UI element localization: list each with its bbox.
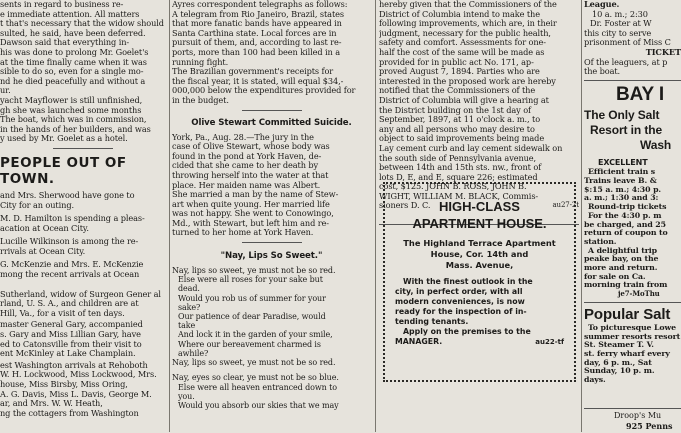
text-line: the boat.: [584, 67, 621, 77]
ad-address-line: The Highland Terrace Apartment: [403, 238, 556, 248]
text-line: acation at Ocean City.: [0, 223, 89, 233]
text-line: hereby given that the Commissioners of the: [379, 0, 557, 9]
text-line: and Mrs. Sherwood have gone to: [0, 190, 135, 200]
text-line: case of Olive Stewart, whose body was: [172, 142, 330, 152]
text-line: this city to serve: [584, 28, 652, 38]
text-line: the fiscal year, it is stated, will equal $34,-: [172, 76, 344, 86]
brazil-article: [172, 0, 371, 106]
ad-title-line-1: HIGH-CLASS: [439, 199, 520, 214]
text-line: cost, $125. JOHN B. ROSS, JOHN B.: [379, 182, 527, 192]
text-line: Droop's Mu: [614, 411, 662, 420]
text-line: rland, U. S. A., and children are at: [0, 299, 139, 309]
text-line: between 14th and 15th sts. nw., front of: [379, 163, 542, 173]
text-line: $:15 a. m.; 4:30 p.: [584, 185, 662, 194]
text-line: for sale on Ca.: [584, 272, 646, 281]
text-line: judgment, necessary for the public health,: [379, 28, 551, 38]
text-line: t that's necessary that the widow should: [0, 19, 164, 29]
text-line: nd he died peacefully and without a: [0, 76, 146, 86]
popular-salt-heading: Popular Salt: [584, 305, 671, 323]
text-line: est Washington arrivals at Rehoboth: [0, 360, 148, 370]
droops-music-ad: [584, 408, 681, 433]
text-line: sioners D. C.: [379, 201, 431, 211]
text-line: e immediate attention. All matters: [0, 9, 140, 19]
poem-line: sake?: [178, 302, 201, 312]
text-line: the District building on the 1st day of: [379, 105, 531, 115]
text-line: Lucille Wilkinson is among the re-: [0, 237, 139, 247]
text-line: at the time finally came when it was: [0, 57, 147, 67]
text-line: ar, and Mrs. W. W. Heath,: [0, 399, 103, 409]
text-line: days.: [584, 376, 606, 385]
poem-line: awhile?: [178, 348, 209, 358]
text-line: object to said improvements being made: [379, 134, 545, 144]
text-line: To picturesque Lowe: [588, 323, 676, 332]
poem-line: Would you absorb our skies that we may: [178, 400, 339, 410]
text-line: running fight.: [172, 57, 229, 67]
text-line: Ayres correspondent telegraphs as follows:: [172, 0, 348, 9]
text-line: Santa Carthina state. Local forces are in: [172, 28, 337, 38]
column-rule-2: [375, 0, 376, 432]
ad-title-line-2: APARTMENT HOUSE.: [412, 216, 547, 231]
poem-line: Else were all roses for your sake but: [178, 275, 323, 285]
text-line: lots D, E, and E, square 226; estimated: [379, 172, 538, 182]
ad-sign: MANAGER.: [395, 337, 443, 346]
text-line: station.: [584, 237, 617, 246]
text-line: For the 4:30 p. m: [588, 211, 662, 220]
text-line: any and all persons who may desire to: [379, 124, 535, 134]
poem: [172, 266, 371, 410]
text-line: 000,000 below the expenditures provided for: [172, 86, 356, 96]
resort-line: Resort in the: [590, 122, 663, 137]
text-line: was not happy. She went to Conowingo,: [172, 209, 334, 219]
column-1: [0, 0, 166, 432]
section-divider: [584, 302, 681, 303]
ad-body-line: city, in perfect order, with all: [395, 287, 523, 296]
text-line: y used by Mr. Goelet as a hotel.: [0, 134, 128, 144]
text-line: District of Columbia intend to make the: [379, 9, 540, 19]
text-line: proved August 7, 1894. Parties who are: [379, 67, 540, 77]
suicide-article: [172, 133, 371, 239]
only-salt-line: The Only Salt: [584, 107, 660, 122]
text-line: master General Gary, accompanied: [0, 320, 143, 330]
text-line: Sunday, 10 p. m.: [584, 367, 655, 376]
text-line: throwing herself into the water at that: [172, 170, 329, 180]
text-line: York, Pa., Aug. 28.—The jury in the: [172, 132, 314, 142]
text-line: that more fanatic bands have appeared in: [172, 19, 342, 29]
text-line: day, 6 p. m., Sat: [584, 358, 652, 367]
poem-line: Where our bereavement charmed is: [178, 339, 321, 349]
notice-code: au27-2t: [552, 201, 579, 210]
popular-salt-details: [584, 324, 681, 385]
text-line: interested in the proposed work are hereby: [379, 76, 556, 86]
text-line: Dawson said that everything in-: [0, 38, 130, 48]
text-line: in the budget.: [172, 95, 229, 105]
text-line: A delightful trip: [588, 246, 657, 255]
text-line: Efficient train s: [588, 168, 656, 177]
text-line: St. Steamer T. V.: [584, 341, 654, 350]
text-line: The Brazilian government's receipts for: [172, 67, 334, 77]
poem-line: Else were all heaven entranced down to: [178, 382, 337, 392]
text-line: mong the recent arrivals at Ocean: [0, 270, 140, 280]
bay-ridge-details: [584, 168, 681, 299]
poem-line: Nay, eyes so clear, ye must not be so blue.: [172, 373, 339, 383]
poem-line: you.: [178, 391, 195, 401]
column-rule-3: [581, 0, 582, 432]
text-line: be charged, and 25: [584, 220, 666, 229]
ad-address-line: House, Cor. 14th and: [430, 249, 529, 259]
text-line: morning train from: [584, 281, 668, 290]
poem-line: Would you rob us of summer for your: [178, 293, 326, 303]
text-line: League.: [584, 0, 620, 9]
column-rule-1: [169, 0, 170, 432]
text-line: art when quite young. Her married life: [172, 199, 330, 209]
goelet-article: [0, 0, 166, 144]
text-line: September, 1897, at 11 o'clock a. m., to: [379, 115, 541, 125]
text-line: City for an outing.: [0, 200, 74, 210]
text-line: Lay cement curb and lay cement sidewalk on: [379, 143, 563, 153]
text-line: A telegram from Rio Janeiro, Brazil, states: [172, 9, 344, 19]
suicide-heading: Olive Stewart Committed Suicide.: [191, 117, 352, 128]
text-line: Trains leave B. &: [584, 177, 657, 186]
text-line: District of Columbia will give a hearing at: [379, 95, 549, 105]
poem-line: Our patience of dear Paradise, would: [178, 312, 326, 322]
poem-heading: "Nay, Lips So Sweet.": [220, 251, 323, 262]
text-line: gh she was launched some months: [0, 105, 142, 115]
poem-line: And lock it in the garden of your smile,: [178, 330, 333, 340]
section-divider: [242, 242, 302, 243]
text-line: safety and comfort. Assessments for one-: [379, 38, 546, 48]
ad-body-line: Apply on the premises to the: [403, 327, 531, 336]
bay-ridge-heading: BAY I: [616, 83, 665, 105]
text-line: W. H. Lockwood, Miss Lockwood, Mrs.: [0, 370, 157, 380]
ad-body: [395, 277, 564, 347]
section-divider: [53, 148, 113, 149]
poem-line: Nay, lips so sweet, ye must not be so red.: [172, 358, 336, 368]
text-line: Of the leaguers, at p: [584, 57, 668, 67]
text-line: G. McKenzie and Mrs. E. McKenzie: [0, 260, 144, 270]
text-line: je7-MoThu: [618, 290, 660, 299]
text-line: sulted, he said, have been deferred.: [0, 28, 146, 38]
text-line: sents in regard to business re-: [0, 0, 124, 9]
ad-body-line: ready for the inspection of in-: [395, 307, 527, 316]
ad-body-line: With the finest outlook in the: [403, 277, 533, 286]
text-line: s. Gary and Miss Lillian Gary, have: [0, 330, 141, 340]
text-line: peake bay, on the: [584, 255, 659, 264]
excellent-heading: EXCELLENT: [598, 157, 648, 167]
poem-line: dead.: [178, 284, 200, 294]
league-excursion: [584, 0, 681, 77]
text-line: summer resorts resort: [584, 332, 681, 341]
text-line: notified that the Commissioners of the: [379, 86, 536, 96]
text-line: ports, more than 100 had been killed in a: [172, 47, 340, 57]
ad-body-line: modern conveniences, is now: [395, 297, 525, 306]
text-line: Dr. Foster at W: [590, 19, 652, 29]
text-line: a. m.; 1:30 and 3:: [584, 194, 659, 203]
apartment-advertisement: [383, 182, 576, 382]
text-line: ur.: [0, 86, 11, 96]
people-out-of-town-heading: PEOPLE OUT OF TOWN.: [0, 154, 127, 187]
text-line: yacht Mayflower is still unfinished,: [0, 95, 143, 105]
text-line: A. G. Davis, Miss L. Davis, George M.: [0, 389, 152, 399]
text-line: rrivals at Ocean City.: [0, 246, 86, 256]
text-line: half the cost of the same will be made as: [379, 47, 545, 57]
poem-line: take: [178, 321, 196, 331]
text-line: ed to Catonsville from their visit to: [0, 339, 142, 349]
text-line: in the hands of her builders, and was: [0, 124, 151, 134]
washington-line: Wash: [640, 137, 672, 152]
ad-address-line: Mass. Avenue,: [445, 260, 514, 270]
text-line: ent McKinley at Lake Champlain.: [0, 349, 136, 359]
text-line: following improvements, which are, in their: [379, 19, 557, 29]
text-line: pursuit of them, and, according to last re-: [172, 38, 342, 48]
text-line: TICKET: [645, 47, 681, 57]
text-line: M. D. Hamilton is spending a pleas-: [0, 214, 145, 224]
section-divider: [584, 80, 681, 81]
text-line: prisonment of Miss C: [584, 38, 671, 48]
ad-address: [395, 238, 564, 271]
text-line: house, Miss Birsby, Miss Oring,: [0, 380, 128, 389]
text-line: more and return.: [584, 264, 658, 273]
text-line: 10 a. m.; 2:30: [592, 9, 648, 19]
text-line: Md., with Stewart, but left him and re-: [172, 218, 329, 228]
text-line: ng the cottagers from Washington: [0, 408, 139, 418]
text-line: 925 Penns: [626, 421, 673, 431]
text-line: Round-trip tickets: [588, 203, 667, 212]
column-4: [584, 0, 681, 432]
text-line: return of coupon to: [584, 229, 668, 238]
text-line: WIGHT, WILLIAM M. BLACK, Commis-: [379, 191, 539, 201]
text-line: the south side of Pennsylvania avenue,: [379, 153, 537, 163]
text-line: his was done to prolong Mr. Goelet's: [0, 47, 149, 57]
text-line: turned to her home at York Haven.: [172, 228, 314, 238]
ad-body-line: tending tenants.: [395, 317, 469, 326]
ad-code: au22-tf: [535, 338, 564, 346]
text-line: The boat, which was in commission,: [0, 115, 147, 125]
text-line: st. ferry wharf every: [584, 350, 670, 358]
poem-line: Nay, lips so sweet, ye must not be so red.: [172, 266, 336, 276]
column-2: [172, 0, 371, 432]
text-line: Sutherland, widow of Surgeon Gener al: [0, 289, 161, 299]
people-items: [0, 191, 166, 418]
text-line: provided for in public act No. 171, ap-: [379, 57, 534, 67]
section-divider: [242, 110, 302, 111]
text-line: place. Her maiden name was Albert.: [172, 180, 321, 190]
text-line: cided that she came to her death by: [172, 161, 319, 171]
text-line: sible to do so, even for a single mo-: [0, 67, 144, 77]
text-line: Hill, Va., for a visit of ten days.: [0, 308, 125, 318]
text-line: She married a man by the name of Stew-: [172, 190, 339, 200]
text-line: found in the pond at York Haven, de-: [172, 151, 322, 161]
